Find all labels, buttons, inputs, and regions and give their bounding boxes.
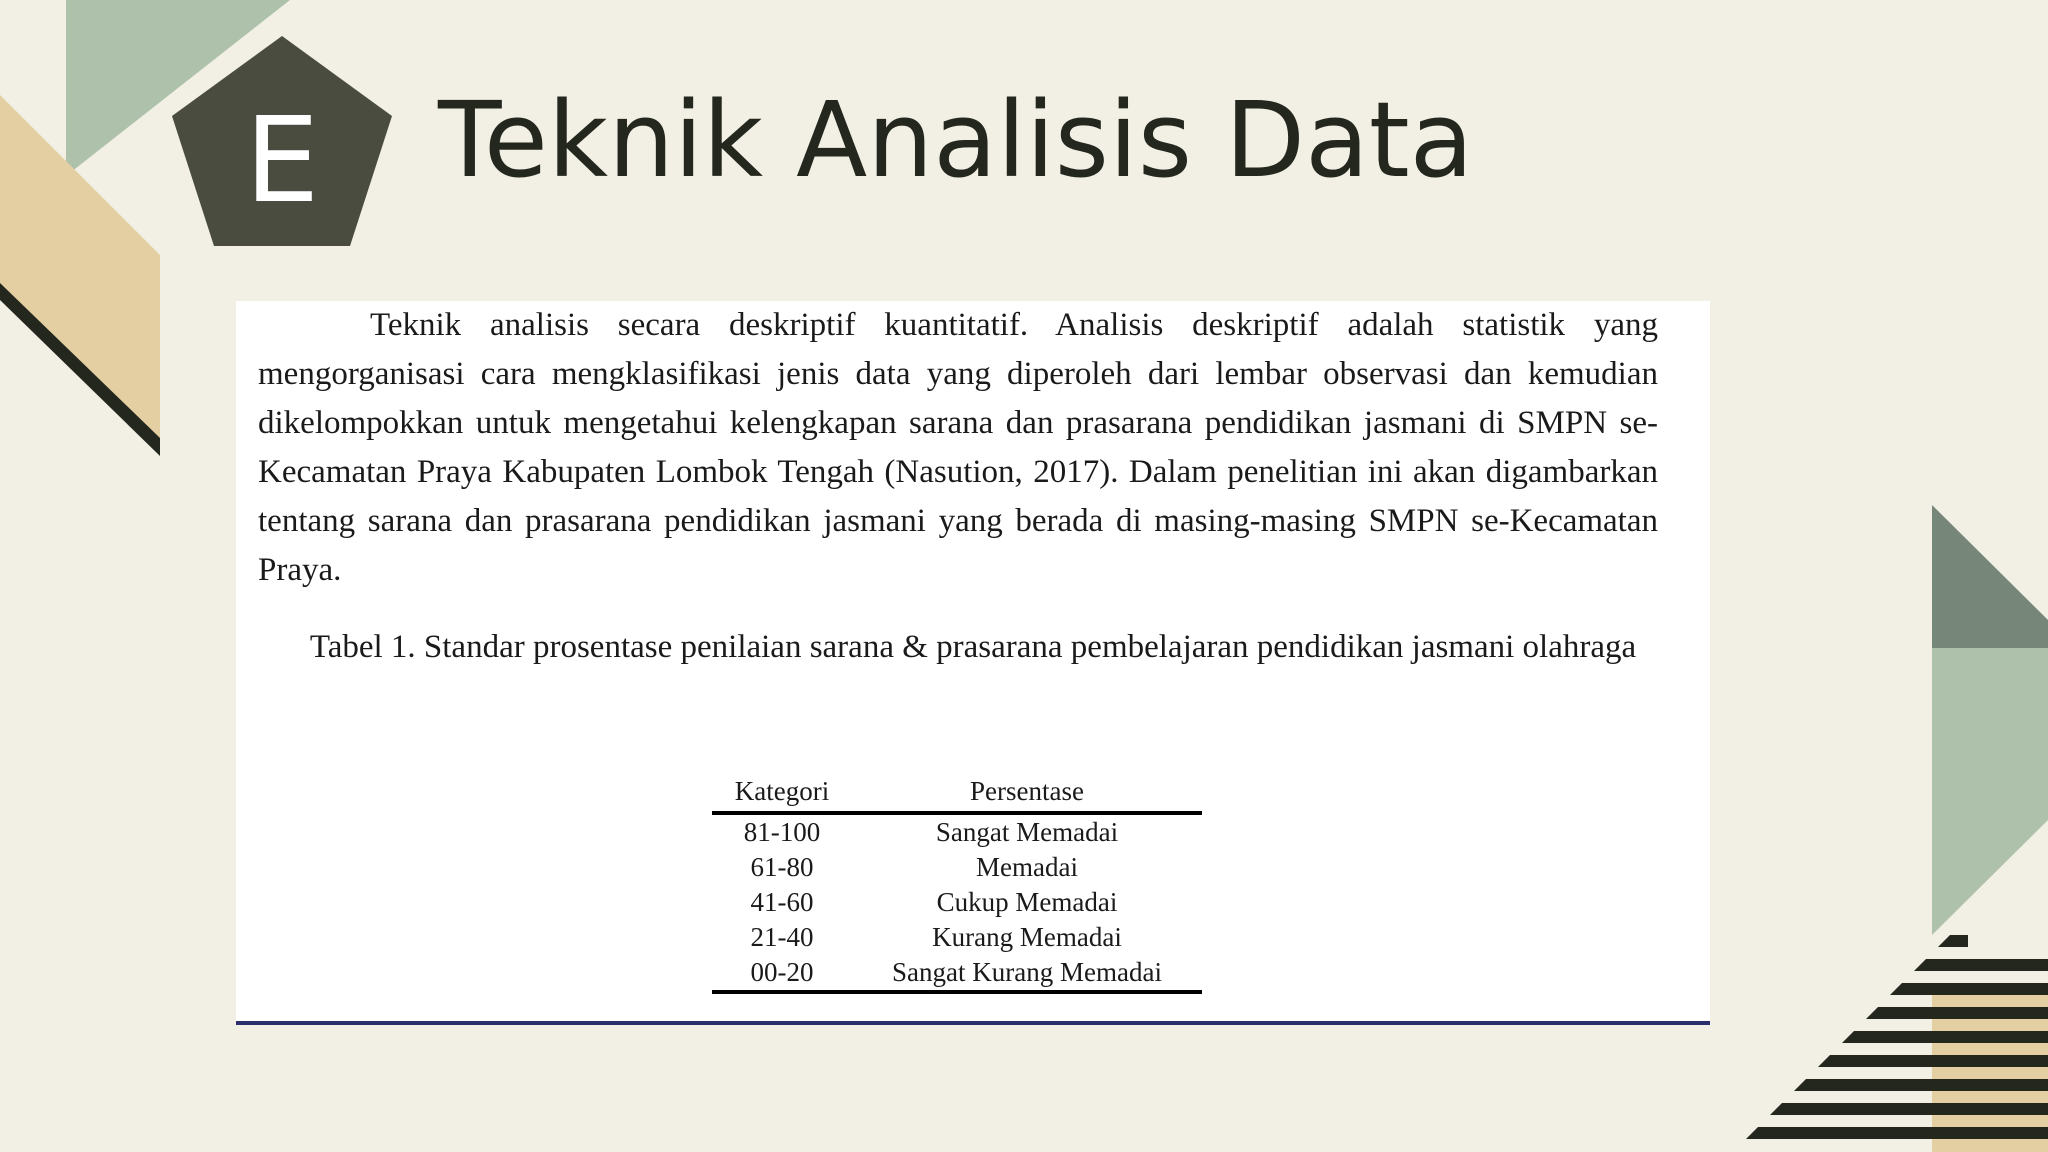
slide-title: Teknik Analisis Data <box>438 79 1474 201</box>
cell-persentase: Memadai <box>976 852 1078 882</box>
section-letter: E <box>244 91 320 229</box>
dark-sage-triangle-right <box>1932 505 2048 648</box>
header-kategori: Kategori <box>712 771 852 813</box>
cell-kategori: 81-100 <box>743 817 821 847</box>
table-caption: Tabel 1. Standar prosentase penilaian sarana & prasarana pembelajaran pendidikan jasmani olahraga <box>309 629 1637 665</box>
table-row <box>712 885 1202 920</box>
cell-persentase: Cukup Memadai <box>936 887 1118 917</box>
sage-block-right <box>1932 648 2048 935</box>
document-excerpt <box>236 301 1710 1023</box>
table-row <box>712 850 1202 885</box>
cell-kategori: 00-20 <box>712 955 852 992</box>
striped-triangle-bottom-right <box>1746 935 2048 1139</box>
category-table <box>712 771 1202 994</box>
cell-persentase: Kurang Memadai <box>932 922 1122 952</box>
table-row <box>712 813 1202 850</box>
table-header-row <box>712 771 1202 813</box>
cell-persentase: Sangat Memadai <box>935 817 1119 847</box>
header-persentase: Persentase <box>852 771 1202 813</box>
cell-kategori: 41-60 <box>750 887 814 917</box>
body-paragraph: Teknik analisis secara deskriptif kuantitatif. Analisis deskriptif adalah statistik yang mengorganisasi cara mengklasifikasi jenis data yang diperoleh dari lembar observasi dan kemudian dikelompokkan untuk mengetahui kelengkapan sarana dan prasarana pendidikan jasmani di SMPN se-Kecamatan Praya Kabupaten Lombok Tengah (Nasution, 2017). Dalam penelitian ini akan digambarkan tentang sarana dan prasarana pendidikan jasmani yang berada di masing-masing SMPN se-Kecamatan Praya. <box>258 307 1658 588</box>
cell-persentase: Sangat Kurang Memadai <box>852 955 1202 992</box>
table-row <box>712 920 1202 955</box>
cell-kategori: 21-40 <box>750 922 814 952</box>
document-bottom-rule <box>236 1021 1710 1025</box>
cell-kategori: 61-80 <box>750 852 814 882</box>
table-row <box>712 955 1202 992</box>
